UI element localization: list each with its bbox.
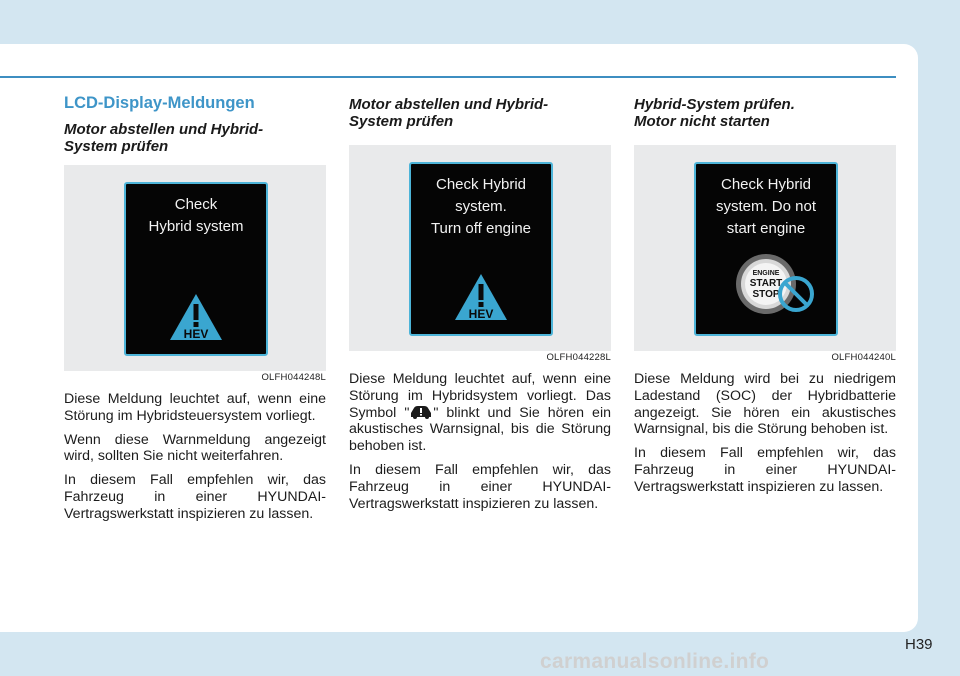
button-label: ENGINE [752, 270, 780, 277]
screen-line: system. [455, 198, 507, 215]
figure-display [64, 165, 326, 371]
page-number: H39 [905, 636, 933, 653]
figure-code: OLFH044248L [261, 372, 326, 383]
hev-label: HEV [183, 327, 209, 341]
screen-line: Turn off engine [430, 220, 532, 237]
column-2 [349, 92, 611, 512]
subtitle: Hybrid-System prüfen. Motor nicht starten [634, 96, 795, 130]
body-paragraph: Diese Meldung wird bei zu niedrigem Ladestand (SOC) der Hybridbatterie angezeigt. Sie hören ein akustisches Warnsignal, bis die Störung behoben ist. [634, 371, 896, 438]
button-label: START [749, 278, 783, 289]
column-1 [64, 92, 326, 523]
subtitle: Motor abstellen und Hybrid- System prüfen [64, 121, 264, 155]
body-paragraph: In diesem Fall empfehlen wir, das Fahrzeug in einer HYUNDAI-Vertragswerkstatt inspizieren zu lassen. [64, 472, 326, 522]
screen-line: start engine [726, 220, 806, 237]
figure-display [634, 145, 896, 351]
hev-warning-icon [168, 292, 224, 342]
engine-start-stop-prohibited-icon [732, 250, 822, 320]
watermark: carmanualsonline.info [540, 650, 770, 673]
lcd-screen [694, 162, 838, 336]
figure-code: OLFH044228L [546, 352, 611, 363]
hev-label: HEV [468, 307, 494, 321]
body-paragraph: Diese Meldung leuchtet auf, wenn eine Störung im Hybridsystem vorliegt. Das Symbol " " blinkt und Sie hören ein akustisches Warnsignal, bis die Störung behoben ist. [349, 371, 611, 455]
body-paragraph: In diesem Fall empfehlen wir, das Fahrzeug in einer HYUNDAI-Vertragswerkstatt inspizieren zu lassen. [634, 445, 896, 495]
subtitle: Motor abstellen und Hybrid- System prüfen [349, 96, 549, 130]
screen-line: Check Hybrid [435, 176, 527, 193]
body-paragraph: Wenn diese Warnmeldung angezeigt wird, sollten Sie nicht weiterfahren. [64, 431, 326, 465]
figure-code: OLFH044240L [831, 352, 896, 363]
screen-line: Check [174, 196, 218, 213]
lcd-screen [409, 162, 553, 336]
header-rule [0, 76, 896, 78]
column-3 [634, 92, 896, 496]
screen-line: Check Hybrid [720, 176, 812, 193]
figure-display [349, 145, 611, 351]
hev-warning-icon [453, 272, 509, 322]
hybrid-car-warning-icon [409, 405, 433, 419]
lcd-screen [124, 182, 268, 356]
screen-line: Hybrid system [148, 218, 244, 235]
button-label: STOP [752, 289, 780, 300]
body-paragraph: In diesem Fall empfehlen wir, das Fahrzeug in einer HYUNDAI-Vertragswerkstatt inspizieren zu lassen. [349, 461, 611, 512]
body-paragraph: Diese Meldung leuchtet auf, wenn eine Störung im Hybridsteuersystem vorliegt. [64, 391, 326, 424]
screen-line: system. Do not [715, 198, 817, 215]
section-title: LCD-Display-Meldungen [64, 94, 255, 112]
